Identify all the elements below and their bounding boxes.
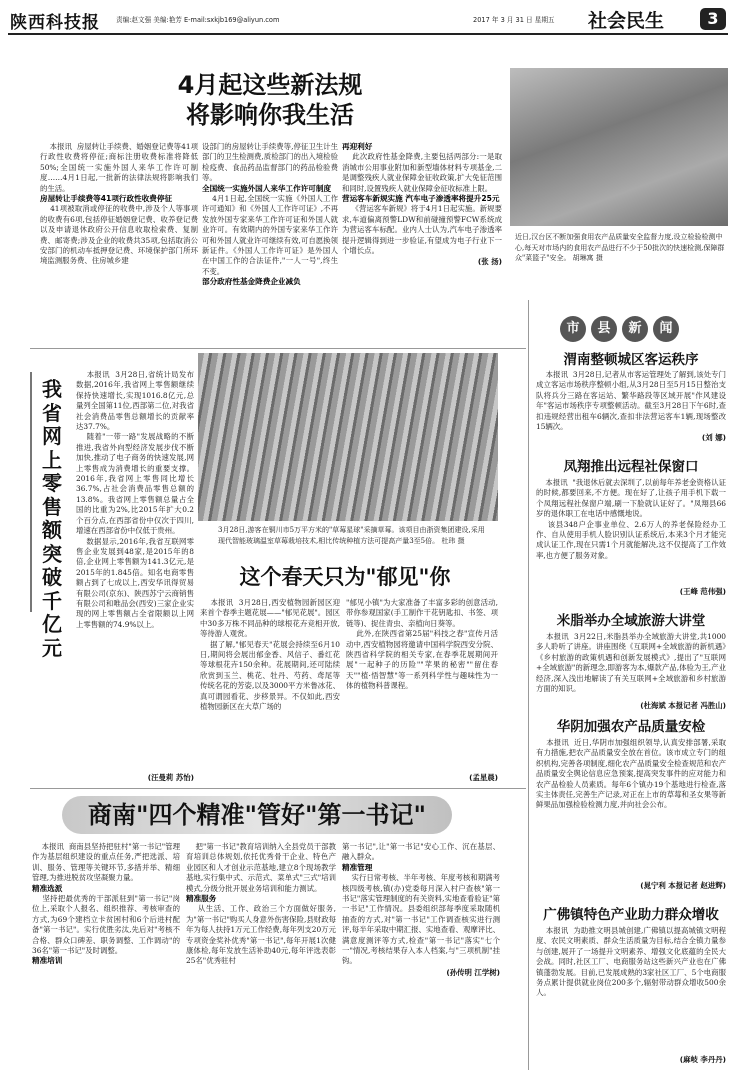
section-name: 社会民生 <box>588 10 665 32</box>
shangnan-col1-text: 本报讯 商南县坚持把驻村"第一书记"管理作为基层组织建设的重点任务,严把选派、培训、服务、管理等关键环节,多措并举、精细管理,为推进脱贫攻坚凝聚力量。 <box>32 842 180 883</box>
lead-col1-subhead: 房屋转让手续费等41项行政性收费停征 <box>40 194 173 204</box>
lead-col3-text: 此次政府性基金降费,主要包括两部分:一是取消城市公用事业附加和新型墙体材料专项基金,二是调整残疾人就业保障金征收政策,扩大免征范围和同时,设置残疾人就业保障金征收标准上限。 <box>342 152 503 193</box>
shangnan-column-2 <box>186 842 336 1070</box>
online-headline: 我省网上零售额突破千亿元 <box>42 377 62 660</box>
lead-col3b-text: 《营运客车新规》将于4月1日起实施。新规要求,车道偏离预警LDW和前碰撞预警FCW系统成为营运客车标配。业内人士认为,汽车电子渗透率提升逻辑得到进一步验证,有望成为电子行业下一个增长点。 <box>342 204 502 256</box>
lead-col3-subhead0: 再迎利好 <box>342 142 373 151</box>
shangnan-headline: 商南"四个精准"管好"第一书记" <box>87 801 426 829</box>
shangnan-subhead-3: 精准服务 <box>186 894 217 904</box>
header-meta: 责编:赵文强 美编:艳芳 E-mail:sxkjb169@aliyun.com <box>116 16 280 24</box>
online-body: 本报讯 3月28日,省统计局发布数据,2016年,我省网上零售额继续保持快速增长,实现1016.8亿元,总量列全国第11位,西部第二位,对我省社会消费品零售总额增长的贡献率达37.7%。 随着"一带一路"发展战略的不断推进,我省外向型经济发展步伐不断加快,推动了电子商务的快速发展,网上零售成为消费增长的重要支撑。2016年,我省网上零售同比增长36.7%,占社会消费品零售总额的13.8%。我省网上零售额总量占全国的比重为2%,比2015年扩大0.2个百分点,在西部省份中仅次于四川,增速在西部省份中仅低于贵州。 数据显示,2016年,我省互联网零售企业发展到48家,是2015年的8倍,企业网上零售额为141.3亿元,是2015年的1.845倍。知名电商零售额占到了七成以上,西安华讯得贸易有限公司(京东)、陕西苏宁云商销售有限公司和唯品会(西安)三家企业实现的网上零售额占全省限额以上网上零售额的74.9%以上。 <box>76 370 195 629</box>
spring-col2: "郁见小镇"为大家准备了丰富多彩的创意活动,带你参观国家(手工制作干花钥匙扣、书签、项链等)、捉住青虫、亲植向日葵等。 此外,在陕西省第25届"科技之春"宣传月活动中,西安植物园将邀请中国科学院西安分院、陕西省科学院的相关专家,在春季花展期间开展"一起种子的历险""苹果的秘密""留住春天""植·悟智慧"等一系列科学性与趣味性为一体的植物科普课程。 <box>346 598 498 691</box>
news-3-body: 本报讯 3月22日,米脂县举办全域旅游大讲堂,共1000多人聆听了讲座。讲座围绕《互联网+全域旅游的新机遇》《乡村旅游的政策机遇和创新发展模式》,提出了"互联网+全域旅游"的新理念,即游客为本,爆款产品,体验为王,产业经济,深入浅出地解读了有关互联网+全域旅游和乡村旅游方面的知识。 <box>536 632 726 694</box>
page-number: 3 <box>700 8 726 30</box>
spring-headline: 这个春天只为"郁见"你 <box>239 565 451 589</box>
news-4-title: 华阴加强农产品质量安检 <box>556 719 706 735</box>
photo-food-inspection <box>510 68 728 226</box>
section-divider-2 <box>30 788 526 789</box>
section-divider <box>30 348 526 349</box>
photo-strawberry-caption: 3月28日,游客在铜川市5万平方米的"草莓星球"采摘草莓。该项目由浙资集团建设,采用现代智能玻璃温室草莓栽培技术,相比传统种植方法可提高产量3至5倍。 杜玮 摄 <box>218 526 485 545</box>
shangnan-col1b-text: 坚持把最优秀的干部派驻到"第一书记"岗位上,采取个人报名、组织推荐、考核审查的方式,为69个建档立卡贫困村和6个后进村配备"第一书记"。实行优胜劣汰,先后对"考核不合格、群众口碑差、职务调整、工作调动"的36名"第一书记"及时调整。 <box>32 894 180 956</box>
news-5-body: 本报讯 为助推文明县城创建,广佛镇以提高城镇文明程度、农民文明素质、群众生活质量为目标,结合全镇力量参与创建,展开了一场提升文明素养、增强文化底蕴的全民大会战。同时,社区工厂、电商服务站这些新兴产业也在广佛镇蓬勃发展。目前,已发展成熟的3家社区工厂、5个电商服务点累计提供就业岗位200多个,辐射带动群众增收500余人。 <box>536 926 726 998</box>
news-4-author: (晁宁利 本报记者 赵进辉) <box>640 881 726 890</box>
news-2-body: 本报讯 "我退休后就去深圳了,以前每年养老金资格认证的时候,都要回来,不方便。现在好了,让孩子用手机下载一个凤翔远程社保窗户端,刷一下脸就认证好了。"凤翔县66岁的退休职工在电话中感慨地说。 该县348户企事业单位、2.6万人的养老保险经办工作、自从使用手机人脸识别认证系统后,本来3个月才能完成认证工作,现在只需1个月就能解决,这不仅提高了工作效率,也方便了服务对象。 <box>536 478 726 560</box>
lead-headline-line2: 将影响你我生活 <box>186 101 354 129</box>
spring-author: (孟星晨) <box>469 773 498 782</box>
lead-col3-subhead: 营运客车新规实施 汽车电子渗透率将提升25元 <box>342 194 500 204</box>
lead-column-3 <box>342 142 502 342</box>
county-news-badge <box>560 316 692 342</box>
online-author: (汪曼莉 苏怡) <box>147 773 194 782</box>
shangnan-col2b-text: 从生活、工作、政治三个方面做好服务,为"第一书记"购买人身意外伤害保险,县财政每年为每人扶持1万元工作经费,每年列支20万元专项资金奖补优秀"第一书记",每年开展1次健康体检,每年发放生活补助40元,每年评选表彰25名"优秀驻村 <box>186 904 336 966</box>
badge-char-3: 新 <box>622 316 648 342</box>
shangnan-subhead-2: 精准培训 <box>32 956 63 966</box>
news-5-author: (麻岐 李丹丹) <box>679 1055 726 1064</box>
masthead <box>8 4 728 34</box>
photo-strawberry-greenhouse <box>198 353 498 521</box>
shangnan-column-3 <box>342 842 500 1070</box>
lead-col1-text: 本报讯 房屋转让手续费、婚姻登记费等41项行政性收费将停征;商标注册收费标准将降低50%;全国统一实施外国人来华工作许可制度……4月1日起,一批新的法律法规将影响我们的生活。 <box>40 142 198 193</box>
news-5-title: 广佛镇特色产业助力群众增收 <box>543 907 719 923</box>
lead-col2-subhead2: 部分政府性基金降费企业减负 <box>202 277 301 287</box>
header-rule <box>8 33 728 35</box>
shangnan-subhead-4: 精准管理 <box>342 862 373 872</box>
news-3-author: (杜海斌 本报记者 冯胜山) <box>640 701 726 710</box>
lead-col2-subhead: 全国统一实施外国人来华工作许可制度 <box>202 183 332 193</box>
news-3-title: 米脂举办全域旅游大讲堂 <box>556 613 706 629</box>
shangnan-subhead-1: 精准选派 <box>32 883 63 893</box>
lead-col2-text: 设部门的房屋转让手续费等,停征卫生计生部门的卫生检测费,质检部门的出入境检验检疫费、食品药品监督部门的药品检验费等。 <box>202 142 338 183</box>
paper-name: 陕西科技报 <box>10 13 100 33</box>
photo-food-inspection-caption: 近日,汉台区不断加强食用农产品质量安全监督力度,设立检验检测中心,每天对市场内的食用农产品进行不少于50批次的快速检测,保障群众"菜篮子"安全。 胡琳寓 摄 <box>515 233 725 262</box>
shangnan-column-1 <box>32 842 180 1070</box>
lead-column-1 <box>40 142 198 342</box>
news-1-author: (刘 娜) <box>701 433 726 442</box>
badge-char-1: 市 <box>560 316 586 342</box>
shangnan-col3-text: 第一书记",让"第一书记"安心工作、沉在基层、融入群众。 <box>342 842 500 862</box>
lead-column-2 <box>202 142 338 342</box>
shangnan-author: (孙传明 江学树) <box>446 967 500 977</box>
lead-col2b-text: 4月1日起,全国统一实施《外国人工作许可通知》和《外国人工作许可证》,不再发放外国专家来华工作许可证和外国人就业许可。有效期内的外国专家来华工作许可和外国人就业许可继续有效,可自愿换领新证件。《外国人工作许可证》是外国人在中国工作的合法证件,"一人一号",终生不变。 <box>202 194 338 276</box>
shangnan-col3b-text: 实行日常考核、半年考核、年度考核和期满考核四级考核,镇(办)党委每月深入村户查核"第一书记"落实管理制度的有关资料,实地查看验证"第一书记"工作情况。县委组织部每季度采取随机抽查的方式,对"第一书记"工作调查核实进行测评,每半年采取中期汇报、实地查看、观摩评比、满意度测评等方式,检查"第一书记"落实"七个一"情况,考核结果存入本人档案,与"三项机制"挂钩。 <box>342 873 500 966</box>
lead-col1b-text: 41项被取消或停征的收费中,涉及个人等事项的收费有6项,包括停征婚姻登记费、收养登记费以及申请退休政府公开信息收取检索费、复制费、邮寄费;涉及企业的收费共35项,包括取消公安部门的机动车抵押登记费、环境保护部门所环境监测服务费、住房城乡建 <box>40 204 198 266</box>
news-2-author: (王峰 范伟强) <box>679 587 726 596</box>
news-2-title: 凤翔推出远程社保窗口 <box>563 459 699 475</box>
lead-author: (张 扬) <box>477 257 502 267</box>
vertical-title-bar <box>30 372 32 612</box>
news-4-body: 本报讯 近日,华阴市加强组织领导,认真安排部署,采取有力措施,把农产品质量安全放在首位。该市成立专门的组织机构,完善各项制度,细化农产品质量安全检查规范和农产品质量安全舆论信息应急预案,提高突发事件的应对能力和农产品检验人员素质。每年6个镇办19个基地进行检查,落实主体责任,完善生产记录,对正在上市的草莓和圣女果等新鲜果品加强检验检测力度,并向社会公布。 <box>536 738 726 810</box>
column-divider <box>528 300 529 1070</box>
badge-char-2: 县 <box>591 316 617 342</box>
news-1-title: 渭南整顿城区客运秩序 <box>563 352 699 368</box>
lead-headline <box>120 70 420 130</box>
header-date: 2017 年 3 月 31 日 星期五 <box>473 16 555 24</box>
shangnan-col2-text: 把"第一书记"教育培训纳入全县党员干部教育培训总体规划,依托优秀骨干企业、特色产业园区和人才创业示范基地,建立8个现场教学基地,实行集中式、示范式、菜单式"三式"培训模式,分级分批开展业务培训和能力测试。 <box>186 842 336 893</box>
spring-col1: 本报讯 3月28日,西安植物园新园区迎来首个春季主题花展——"郁见花展"。园区中30多万株不同品种的球根花卉竞相开放,等待游人观赏。 据了解,"郁见春天"花展会持续至6月10日,期间将会展出郁金香、风信子、番红花等球根花卉150余种。花展期间,还可陆续欣赏到玉兰、桃花、牡丹、芍药、鸢尾等传统名花的芳姿,以及3000平方米鲁冰花、真可谓园看花、步移景异。不仅如此,西安植物园新区在大草广场的 <box>200 598 340 712</box>
badge-char-4: 闻 <box>653 316 679 342</box>
news-1-body: 本报讯 3月28日,记者从市客运管理处了解到,该处专门成立客运市场秩序整顿小组,从3月28日至5月15日整治支队将兵分三路在客运站、繁华路段等区域开展"作风建设年"客运市场秩序专项整顿活动。截至3月28日下午6时,查扣违规经营出租车6辆次,查扣非法营运客车1辆,现场整改15辆次。 <box>536 370 726 432</box>
lead-headline-line1: 4月起这些新法规 <box>177 71 363 99</box>
